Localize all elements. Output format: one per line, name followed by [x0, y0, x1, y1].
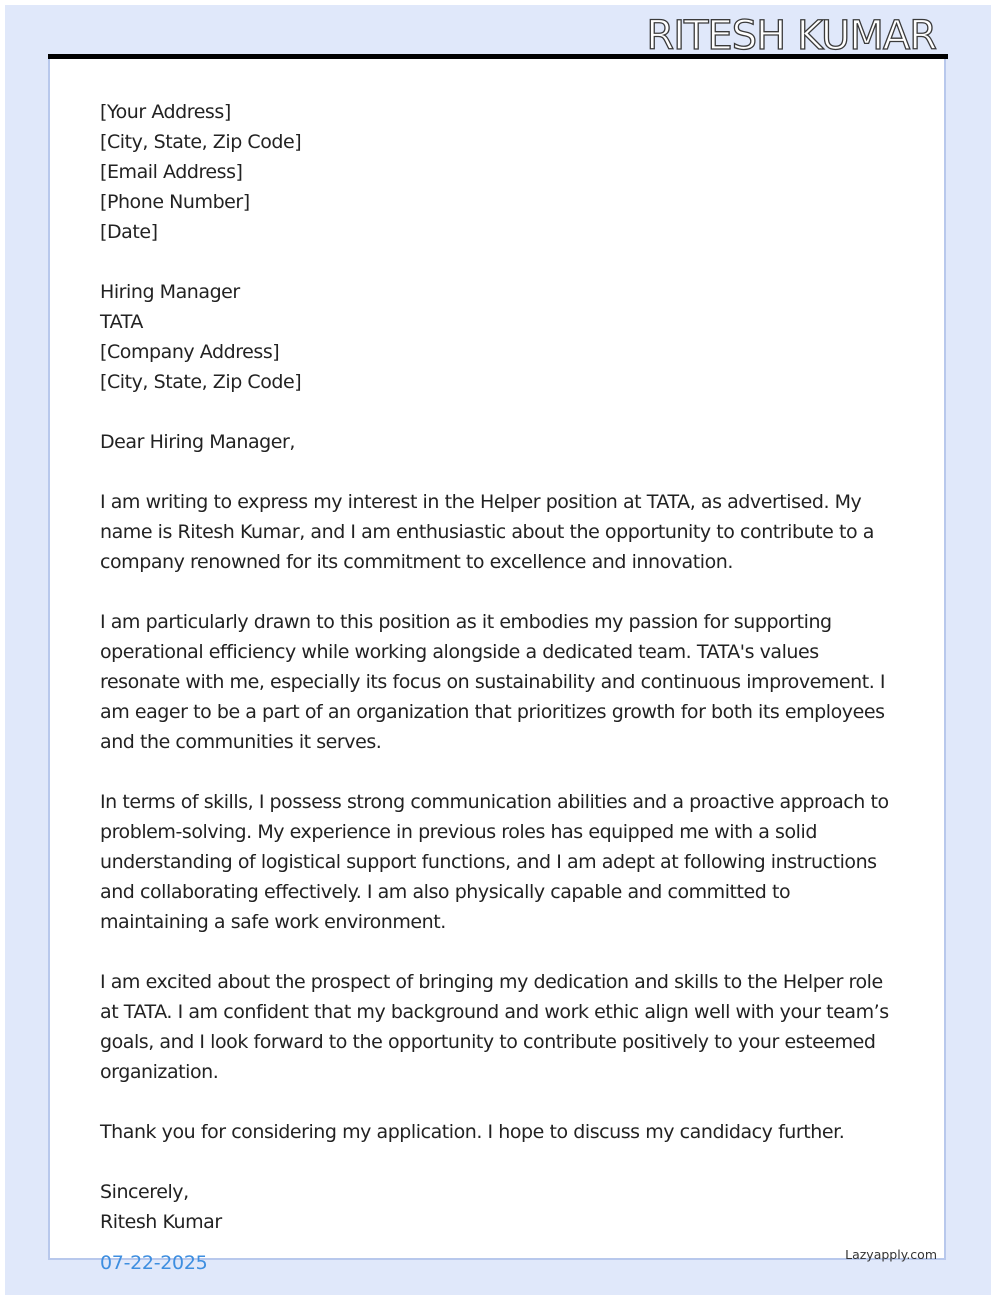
closing: Sincerely,	[100, 1181, 189, 1203]
sender-email: [Email Address]	[100, 161, 243, 183]
spacer	[100, 457, 896, 487]
signature-name: Ritesh Kumar	[100, 1211, 222, 1233]
recipient-city-state-zip: [City, State, Zip Code]	[100, 371, 302, 393]
sender-address: [Your Address]	[100, 101, 231, 123]
recipient-block	[100, 277, 896, 397]
recipient-company-address: [Company Address]	[100, 341, 280, 363]
body-paragraph: Thank you for considering my application. I hope to discuss my candidacy further.	[100, 1121, 845, 1143]
sender-block	[100, 97, 896, 247]
recipient-title: Hiring Manager	[100, 281, 240, 303]
sender-phone: [Phone Number]	[100, 191, 250, 213]
spacer	[100, 1087, 896, 1117]
body-paragraph: In terms of skills, I possess strong communication abilities and a proactive approach to problem-solving. My experience in previous roles has equipped me with a solid understanding of logistical support functions, and I am adept at following instructions and collaborating effectively. I am also physically capable and committed to maintaining a safe work environment.	[100, 791, 889, 933]
letter-body	[100, 97, 896, 1237]
spacer	[100, 937, 896, 967]
spacer	[100, 1147, 896, 1177]
salutation: Dear Hiring Manager,	[100, 431, 295, 453]
footer-brand: Lazyapply.com	[845, 1247, 937, 1262]
spacer	[100, 397, 896, 427]
header-name: RITESH KUMAR	[646, 13, 936, 59]
footer-date: 07-22-2025	[100, 1252, 208, 1274]
body-paragraph: I am particularly drawn to this position as it embodies my passion for supporting operational efficiency while working alongside a dedicated team. TATA's values resonate with me, especially its focus on sustainability and continuous improvement. I am eager to be a part of an organization that prioritizes growth for both its employees and the communities it serves.	[100, 611, 886, 753]
spacer	[100, 247, 896, 277]
sender-city-state-zip: [City, State, Zip Code]	[100, 131, 302, 153]
sender-date: [Date]	[100, 221, 158, 243]
spacer	[100, 577, 896, 607]
spacer	[100, 757, 896, 787]
recipient-company: TATA	[100, 311, 143, 333]
body-paragraph: I am excited about the prospect of bringing my dedication and skills to the Helper role at TATA. I am confident that my background and work ethic align well with your team’s goals, and I look forward to the opportunity to contribute positively to your esteemed organization.	[100, 971, 889, 1083]
body-paragraph: I am writing to express my interest in the Helper position at TATA, as advertised. My name is Ritesh Kumar, and I am enthusiastic about the opportunity to contribute to a company renowned for its commitment to excellence and innovation.	[100, 491, 874, 573]
